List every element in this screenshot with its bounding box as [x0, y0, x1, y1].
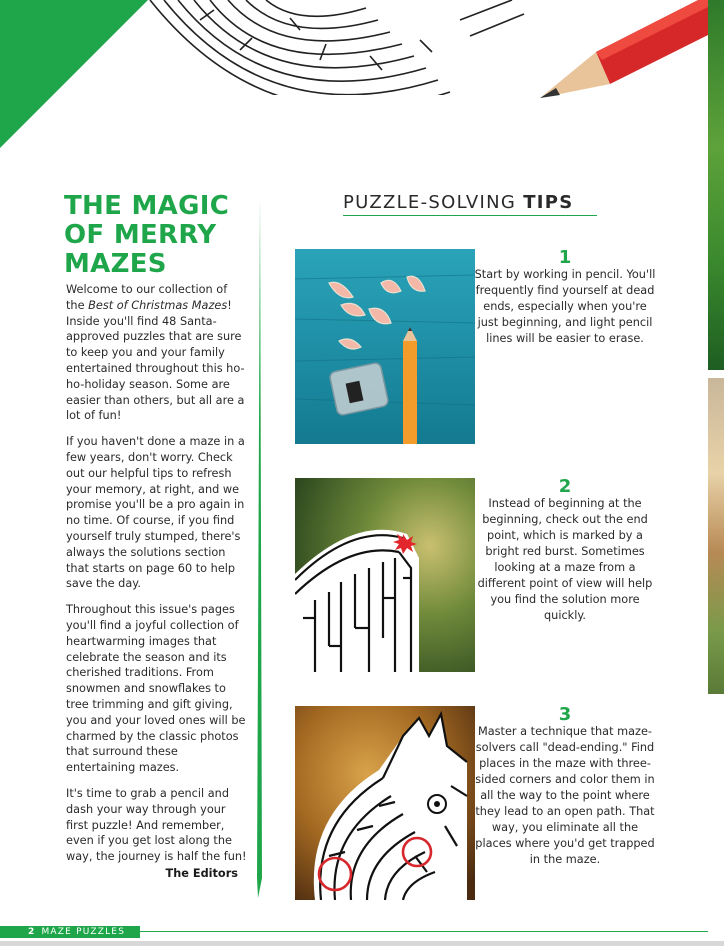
- tips-heading: PUZZLE-SOLVING TIPS: [343, 192, 597, 216]
- red-pencil-illustration: [520, 0, 710, 110]
- intro-paragraph: Welcome to our collection of the Best of Christmas Mazes! Inside you'll find 48 Santa-approved puzzles that are sure to keep you and your family entertained throughout this ho-ho-holiday season. Some are easier than others, but all are a lot of fun!: [66, 283, 245, 423]
- maze-end-point-photo: [295, 478, 475, 672]
- tips-paragraph: If you haven't done a maze in a few years, don't worry. Check out our helpful tips to refresh your memory, at right, and we promise you'll be a pro again in no time. Of course, if you find yourself truly stumped, there's always the solutions section that starts on page 60 to help save the day.: [66, 435, 245, 591]
- article-title: THE MAGIC OF MERRY MAZES: [64, 191, 230, 279]
- closing-paragraph: It's time to grab a pencil and dash your way through your first puzzle! And remember, even if you get lost along the way, the journey is half the fun!: [66, 786, 247, 864]
- section-name: MAZE PUZZLES: [41, 927, 126, 937]
- tip-number-2: 2: [558, 476, 572, 497]
- tip-text-3: Master a technique that maze-solvers call "dead-ending." Find places in the maze with three-sided corners and color them in all the way to the point where they lead to an open path. That way, you eliminate all the places where you'd get trapped in the maze.: [475, 725, 655, 866]
- dead-end-maze-photo: [295, 706, 475, 900]
- tip-number-3: 3: [558, 704, 572, 725]
- tip-text-1: Start by working in pencil. You'll frequently find yourself at dead ends, especially when you're just beginning, and light pencil lines will be easier to erase.: [474, 268, 656, 345]
- pencil-and-sharpener-photo: [295, 249, 475, 444]
- tip-number-1: 1: [558, 247, 572, 268]
- tip-text-2: Instead of beginning at the beginning, check out the end point, which is marked by a bright red burst. Sometimes looking at a maze from a different point of view will help you find the solution more quickly.: [477, 497, 653, 622]
- viewer-bottom-edge: [0, 941, 724, 946]
- article-body: [66, 282, 248, 875]
- page-edge-photo-strip: [708, 0, 724, 946]
- page-number: 2: [28, 927, 36, 937]
- images-paragraph: Throughout this issue's pages you'll find a joyful collection of heartwarming images that celebrate the season and its cherished traditions. From snowmen and snowflakes to tree trimming and gift giving, you and your loved ones will be charmed by the classic photos that surround these entertaining mazes.: [66, 603, 246, 775]
- signoff: The Editors: [165, 867, 238, 880]
- green-brush-divider: [255, 198, 265, 898]
- footer-rule: [140, 931, 708, 932]
- page-footer: [0, 926, 140, 938]
- decorative-maze-arcs: [120, 0, 540, 95]
